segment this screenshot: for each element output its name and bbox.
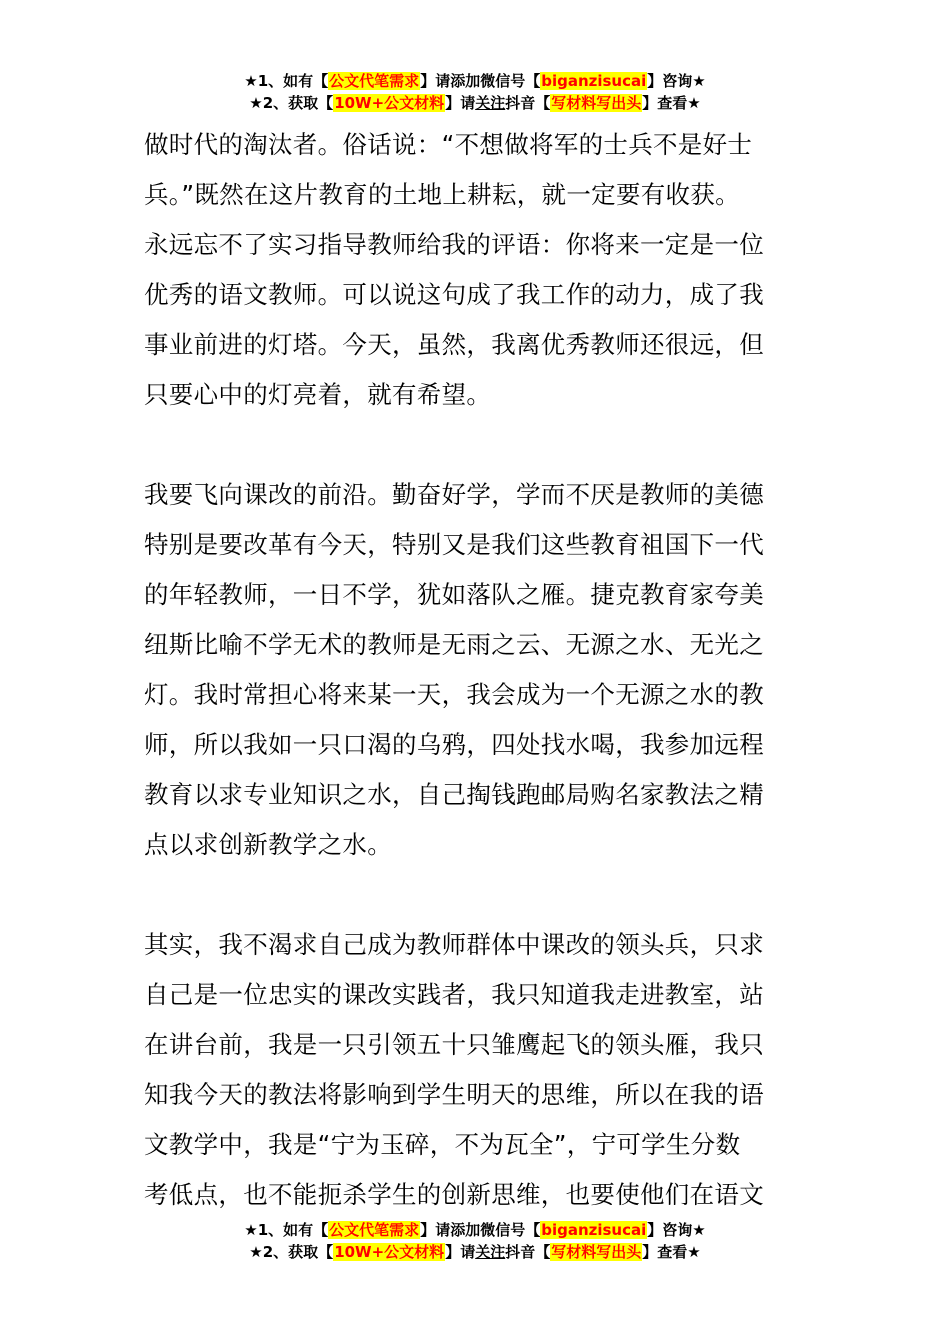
paragraph-gap: [144, 870, 812, 920]
banner-text: 】请添加微信号【: [420, 1221, 541, 1239]
banner-text: 抖音【: [505, 94, 551, 112]
star-icon: ★: [249, 1243, 263, 1261]
text-line: 点以求创新教学之水。: [144, 830, 392, 859]
star-icon: ★: [244, 1221, 258, 1239]
banner-text: 1、如有【: [257, 1221, 329, 1239]
highlight-douyin-account: 写材料写出头: [551, 1243, 642, 1261]
text-line: 兵。”既然在这片教育的土地上耕耘，就一定要有收获。: [144, 180, 740, 209]
follow-text: 关注: [475, 94, 506, 112]
text-line: 我要飞向课改的前沿。勤奋好学，学而不厌是教师的美德: [144, 480, 764, 509]
banner-text: 】请添加微信号【: [420, 72, 541, 90]
footer-banner: [0, 1219, 950, 1263]
paragraph-gap: [144, 420, 812, 470]
text-line: 文教学中，我是“宁为玉碎，不为瓦全”，宁可学生分数: [144, 1130, 741, 1159]
banner-text: 】查看★: [642, 94, 701, 112]
text-line: 只要心中的灯亮着，就有希望。: [144, 380, 492, 409]
banner-text: 】请: [445, 94, 476, 112]
text-line: 纽斯比喻不学无术的教师是无雨之云、无源之水、无光之: [144, 630, 764, 659]
banner-text: 2、获取【: [262, 94, 334, 112]
highlight-materials: 10W+公文材料: [334, 94, 445, 112]
banner-text: 】请: [445, 1243, 476, 1261]
text-line: 知我今天的教法将影响到学生明天的思维，所以在我的语: [144, 1080, 764, 1109]
paragraph-2: [144, 470, 812, 870]
banner-line-1: [0, 70, 950, 92]
text-line: 事业前进的灯塔。今天，虽然，我离优秀教师还很远，但: [144, 330, 764, 359]
highlight-service: 公文代笔需求: [329, 1221, 420, 1239]
text-line: 其实，我不渴求自己成为教师群体中课改的领头兵，只求: [144, 930, 764, 959]
document-body: [144, 120, 812, 1220]
text-line: 自己是一位忠实的课改实践者，我只知道我走进教室，站: [144, 980, 764, 1009]
banner-text: 2、获取【: [262, 1243, 334, 1261]
follow-text: 关注: [475, 1243, 506, 1261]
text-line: 永远忘不了实习指导教师给我的评语：你将来一定是一位: [144, 230, 764, 259]
highlight-wechat-id: biganzisucai: [541, 1221, 647, 1239]
text-line: 的年轻教师，一日不学，犹如落队之雁。捷克教育家夸美: [144, 580, 764, 609]
banner-line-2: [0, 1241, 950, 1263]
star-icon: ★: [244, 72, 258, 90]
highlight-service: 公文代笔需求: [329, 72, 420, 90]
header-banner: [0, 70, 950, 114]
banner-text: 】咨询★: [647, 72, 706, 90]
banner-text: 抖音【: [505, 1243, 551, 1261]
text-line: 师，所以我如一只口渴的乌鸦，四处找水喝，我参加远程: [144, 730, 764, 759]
text-line: 做时代的淘汰者。俗话说：“不想做将军的士兵不是好士: [144, 130, 753, 159]
text-line: 优秀的语文教师。可以说这句成了我工作的动力，成了我: [144, 280, 764, 309]
banner-text: 】咨询★: [647, 1221, 706, 1239]
highlight-douyin-account: 写材料写出头: [551, 94, 642, 112]
paragraph-1: [144, 120, 812, 420]
text-line: 教育以求专业知识之水，自己掏钱跑邮局购名家教法之精: [144, 780, 764, 809]
star-icon: ★: [249, 94, 263, 112]
banner-line-1: [0, 1219, 950, 1241]
text-line: 灯。我时常担心将来某一天，我会成为一个无源之水的教: [144, 680, 764, 709]
text-line: 特别是要改革有今天，特别又是我们这些教育祖国下一代: [144, 530, 764, 559]
text-line: 考低点，也不能扼杀学生的创新思维，也要使他们在语文: [144, 1180, 764, 1209]
banner-text: 1、如有【: [257, 72, 329, 90]
paragraph-3: [144, 920, 812, 1220]
text-line: 在讲台前，我是一只引领五十只雏鹰起飞的领头雁，我只: [144, 1030, 764, 1059]
highlight-materials: 10W+公文材料: [334, 1243, 445, 1261]
highlight-wechat-id: biganzisucai: [541, 72, 647, 90]
banner-line-2: [0, 92, 950, 114]
banner-text: 】查看★: [642, 1243, 701, 1261]
